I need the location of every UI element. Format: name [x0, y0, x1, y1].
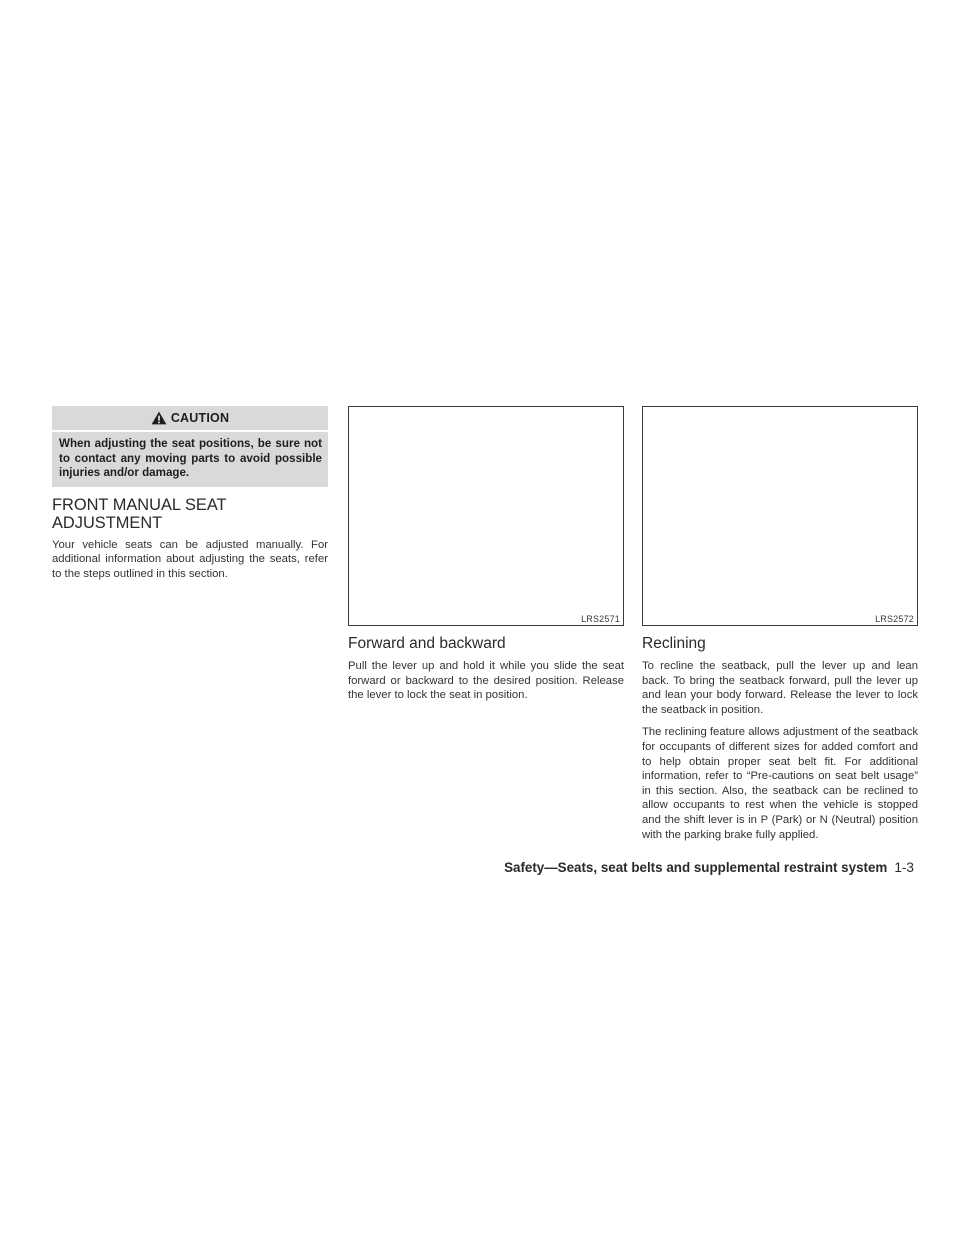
figure-code: LRS2572: [875, 614, 914, 624]
subheading-forward-backward: Forward and backward: [348, 635, 506, 652]
front-manual-body: Your vehicle seats can be adjusted manually. For additional information about adjusting the seats, refer to the steps outlined in this section.: [52, 538, 328, 580]
caution-box: [52, 406, 328, 487]
forward-backward-body: Pull the lever up and hold it while you slide the seat forward or backward to the desired position. Release the lever to lock the seat in position.: [348, 660, 624, 702]
section-title: [52, 496, 328, 533]
footer-section-title: Safety—Seats, seat belts and supplemental restraint system: [504, 860, 888, 875]
column-middle: [348, 406, 624, 703]
caution-text: When adjusting the seat positions, be sure not to contact any moving parts to avoid possible injuries and/or damage.: [59, 437, 322, 480]
subheading-reclining: Reclining: [642, 635, 706, 652]
page-footer: [454, 860, 914, 875]
warning-icon: [151, 411, 167, 425]
figure-code: LRS2571: [581, 614, 620, 624]
caution-header: [52, 406, 328, 432]
reclining-body-2: The reclining feature allows adjustment of the seatback for occupants of different sizes for added comfort and to help obtain proper seat belt fit. For additional information, refer to “Pre-cautions on seat belt usage” in this section. Also, the seatback can be reclined to allow occupants to rest when the vehicle is stopped and the shift lever is in P (Park) or N (Neutral) position with the parking brake fully applied.: [642, 726, 918, 841]
column-left: [52, 406, 328, 582]
page-number: 1-3: [894, 860, 914, 875]
section-title-line1: FRONT MANUAL SEAT: [52, 495, 227, 514]
reclining-body-1: To recline the seatback, pull the lever up and lean back. To bring the seatback forward, pull the lever up and lean your body forward. Release the lever to lock the seatback in position.: [642, 660, 918, 716]
caution-heading: CAUTION: [170, 411, 230, 425]
section-title-line2: ADJUSTMENT: [52, 514, 163, 533]
figure-reclining: [642, 406, 918, 626]
figure-forward-backward: [348, 406, 624, 626]
column-right: [642, 406, 918, 842]
